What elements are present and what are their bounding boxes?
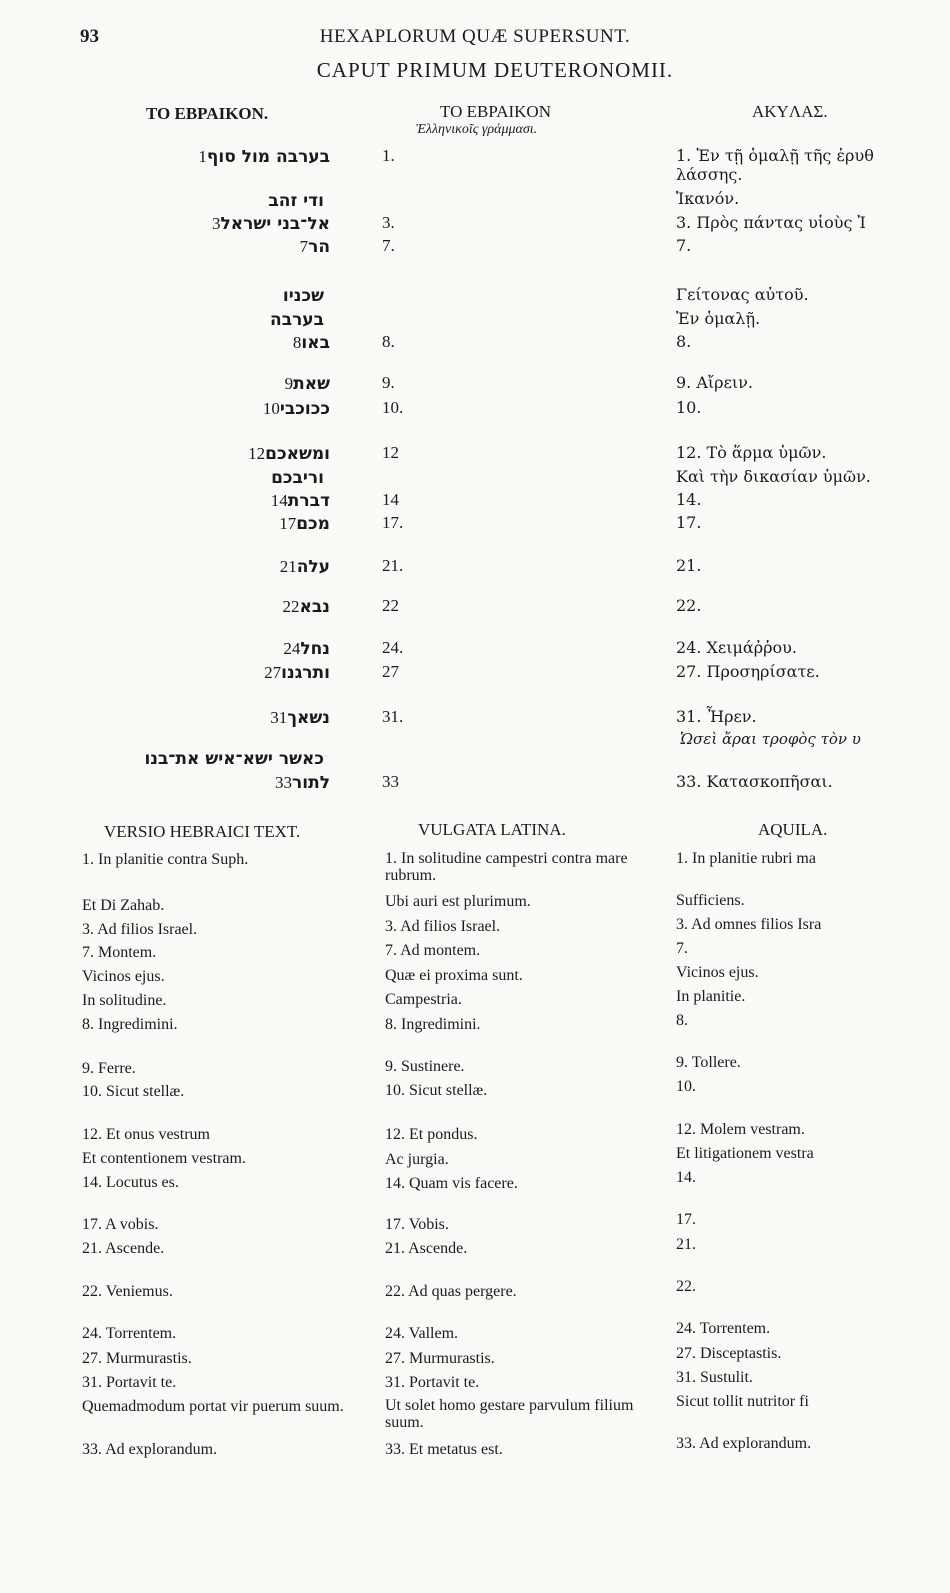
aquila-greek-line: Καὶ τὴν δικασίαν ὑμῶν.	[676, 467, 871, 486]
hebrew-line: באו8	[292, 333, 330, 353]
aquila-greek-line: 7.	[676, 236, 692, 255]
aquila-latin-line: 33. Ad explorandum.	[676, 1435, 812, 1452]
aquila-latin-line: 14.	[676, 1169, 696, 1186]
aquila-greek-line: λάσσης.	[676, 165, 743, 184]
hebrew-line: וריבכם	[271, 468, 324, 488]
vulgata-line: 7. Ad montem.	[385, 942, 481, 959]
aquila-greek-line: 27. Προσηρίσατε.	[676, 662, 820, 681]
hebrew-line: מכם17	[279, 514, 330, 534]
aquila-latin-line: Sufficiens.	[676, 892, 745, 909]
aquila-latin-column-heading: AQUILA.	[758, 820, 828, 839]
vulgata-line: 10. Sicut stellæ.	[385, 1082, 488, 1099]
hebrew-line: לתור33	[275, 773, 330, 793]
aquila-greek-line: 24. Χειμάῤῥου.	[676, 638, 797, 657]
vulgata-line: Ac jurgia.	[385, 1151, 449, 1168]
vulgata-line: Ut solet homo gestare parvulum filium suum.	[385, 1397, 634, 1431]
running-title: HEXAPLORUM QUÆ SUPERSUNT.	[319, 26, 631, 47]
vulgata-line: Campestria.	[385, 991, 462, 1008]
vulgata-line: 27. Murmurastis.	[385, 1350, 495, 1367]
hebrew-line: עלה21	[279, 557, 330, 577]
verse-number: 17.	[382, 513, 404, 532]
aquila-latin-line: 27. Disceptastis.	[676, 1345, 782, 1362]
vulgata-line: Quæ ei proxima sunt.	[385, 967, 523, 984]
vulgata-line: 31. Portavit te.	[385, 1374, 480, 1391]
versio-line: 14. Locutus es.	[82, 1174, 179, 1191]
verse-number: 3.	[382, 213, 395, 232]
aquila-latin-line: 9. Tollere.	[676, 1054, 741, 1071]
vulgata-line: 12. Et pondus.	[385, 1126, 478, 1143]
vulgata-column-heading: VULGATA LATINA.	[418, 820, 566, 839]
hebrew-line: ומשאכם12	[248, 444, 330, 464]
vulgata-line: 24. Vallem.	[385, 1325, 459, 1342]
transliteration-column-heading: TO EBPAIKON	[440, 102, 551, 121]
vulgata-line: 33. Et metatus est.	[385, 1441, 503, 1458]
aquila-greek-line: Ἐν ὁμαλῇ.	[676, 309, 761, 328]
versio-line: 21. Ascende.	[82, 1240, 165, 1257]
aquila-greek-line: 33. Κατασκοπῆσαι.	[676, 772, 833, 791]
aquila-greek-line: Ὡσεὶ ἄραι τροφὸς τὸν υ	[680, 730, 861, 748]
hebrew-line: כאשר ישא־איש את־בנו	[144, 749, 324, 769]
hebrew-line: שאת9	[284, 374, 330, 394]
verse-number: 14	[382, 490, 399, 509]
aquila-greek-line: 10.	[676, 398, 702, 417]
vulgata-line: Ubi auri est plurimum.	[385, 893, 531, 910]
transliteration-column-subheading: Ἑλληνικοῖς γράμμασι.	[416, 122, 538, 137]
aquila-latin-line: 31. Sustulit.	[676, 1369, 753, 1386]
versio-line: 3. Ad filios Israel.	[82, 921, 198, 938]
verse-number: 10.	[382, 398, 404, 417]
aquila-latin-line: 3. Ad omnes filios Isra	[676, 916, 822, 933]
versio-line: 10. Sicut stellæ.	[82, 1083, 185, 1100]
vulgata-line: 14. Quam vis facere.	[385, 1175, 518, 1192]
hebrew-line: ודי זהב	[268, 191, 324, 211]
aquila-greek-line: 8.	[676, 332, 692, 351]
verse-number: 27	[382, 662, 399, 681]
aquila-greek-line: 14.	[676, 490, 702, 509]
aquila-latin-line: 12. Molem vestram.	[676, 1121, 805, 1138]
aquila-latin-line: 10.	[676, 1078, 696, 1095]
aquila-latin-line: In planitie.	[676, 988, 746, 1005]
aquila-greek-line: 12. Τὸ ἅρμα ὑμῶν.	[676, 443, 827, 462]
hebrew-line: דברת14	[270, 491, 330, 511]
aquila-latin-line: 7.	[676, 940, 688, 957]
hebrew-line: נחל24	[283, 639, 330, 659]
versio-line: 31. Portavit te.	[82, 1374, 177, 1391]
vulgata-line: 3. Ad filios Israel.	[385, 918, 501, 935]
versio-line: 24. Torrentem.	[82, 1325, 177, 1342]
versio-line: 9. Ferre.	[82, 1060, 136, 1077]
versio-column-heading: VERSIO HEBRAICI TEXT.	[104, 822, 301, 841]
hebrew-line: ככוכבי10	[262, 399, 330, 419]
verse-number: 22	[382, 596, 399, 615]
aquila-latin-line: 24. Torrentem.	[676, 1320, 771, 1337]
aquila-greek-line: 22.	[676, 596, 702, 615]
verse-number: 33	[382, 772, 399, 791]
versio-line: 8. Ingredimini.	[82, 1016, 178, 1033]
versio-line: Quemadmodum portat vir puerum suum.	[82, 1398, 344, 1415]
vulgata-line: 22. Ad quas pergere.	[385, 1283, 517, 1300]
hebrew-line: נשאך31	[270, 708, 330, 728]
verse-number: 7.	[382, 236, 395, 255]
hebrew-line: שכניו	[282, 286, 324, 306]
verse-number: 9.	[382, 373, 395, 392]
chapter-title: CAPUT PRIMUM DEUTERONOMII.	[316, 58, 674, 82]
hebrew-line: הר7	[299, 237, 330, 257]
aquila-latin-line: Sicut tollit nutritor fi	[676, 1393, 809, 1410]
versio-line: In solitudine.	[82, 992, 167, 1009]
hebrew-line: נבא22	[282, 597, 330, 617]
vulgata-line: 17. Vobis.	[385, 1216, 449, 1233]
aquila-latin-line: Et litigationem vestra	[676, 1145, 814, 1162]
aquila-latin-line: 22.	[676, 1278, 696, 1295]
versio-line: Et Di Zahab.	[82, 897, 165, 914]
hebrew-line: אל־בני ישראל3	[211, 214, 330, 234]
aquila-latin-line: 17.	[676, 1211, 696, 1228]
aquila-greek-column-heading: AKYΛAΣ.	[752, 102, 828, 121]
aquila-greek-line: Ἱκανόν.	[676, 189, 740, 208]
versio-line: Et contentionem vestram.	[82, 1150, 246, 1167]
vulgata-line: 8. Ingredimini.	[385, 1016, 481, 1033]
versio-line: 27. Murmurastis.	[82, 1350, 192, 1367]
verse-number: 1.	[382, 146, 395, 165]
verse-number: 8.	[382, 332, 395, 351]
versio-line: 12. Et onus vestrum	[82, 1126, 210, 1143]
aquila-latin-line: 1. In planitie rubri ma	[676, 850, 816, 867]
versio-line: Vicinos ejus.	[82, 968, 165, 985]
versio-line: 1. In planitie contra Suph.	[82, 851, 249, 868]
versio-line: 17. A vobis.	[82, 1216, 159, 1233]
vulgata-line: 21. Ascende.	[385, 1240, 468, 1257]
aquila-greek-line: 3. Πρὸς πάντας υἱοὺς Ἰ	[676, 213, 866, 232]
verse-number: 31.	[382, 707, 404, 726]
verse-number: 24.	[382, 638, 404, 657]
hebrew-column-heading: TO EBPAIKON.	[146, 104, 269, 123]
aquila-greek-line: 31. Ἦρεν.	[676, 707, 757, 726]
vulgata-line: 1. In solitudine campestri contra mare rubrum.	[385, 850, 628, 884]
hebrew-line: בערבה מול סוף1	[198, 147, 330, 167]
aquila-latin-line: 21.	[676, 1236, 696, 1253]
aquila-greek-line: Γείτονας αὐτοῦ.	[676, 285, 809, 304]
verse-number: 12	[382, 443, 399, 462]
versio-line: 7. Montem.	[82, 944, 157, 961]
versio-line: 22. Veniemus.	[82, 1283, 173, 1300]
verse-number: 21.	[382, 556, 404, 575]
aquila-latin-line: Vicinos ejus.	[676, 964, 759, 981]
vulgata-line: 9. Sustinere.	[385, 1058, 465, 1075]
aquila-greek-line: 9. Αἴρειν.	[676, 373, 753, 392]
aquila-latin-line: 8.	[676, 1012, 688, 1029]
hebrew-line: בערבה	[270, 310, 324, 330]
aquila-greek-line: 21.	[676, 556, 702, 575]
hebrew-line: ותרגנו27	[264, 663, 330, 683]
aquila-greek-line: 1. Ἐν τῇ ὁμαλῇ τῆς ἐρυθ	[676, 146, 874, 165]
aquila-greek-line: 17.	[676, 513, 702, 532]
page-number: 93	[80, 26, 99, 47]
versio-line: 33. Ad explorandum.	[82, 1441, 218, 1458]
